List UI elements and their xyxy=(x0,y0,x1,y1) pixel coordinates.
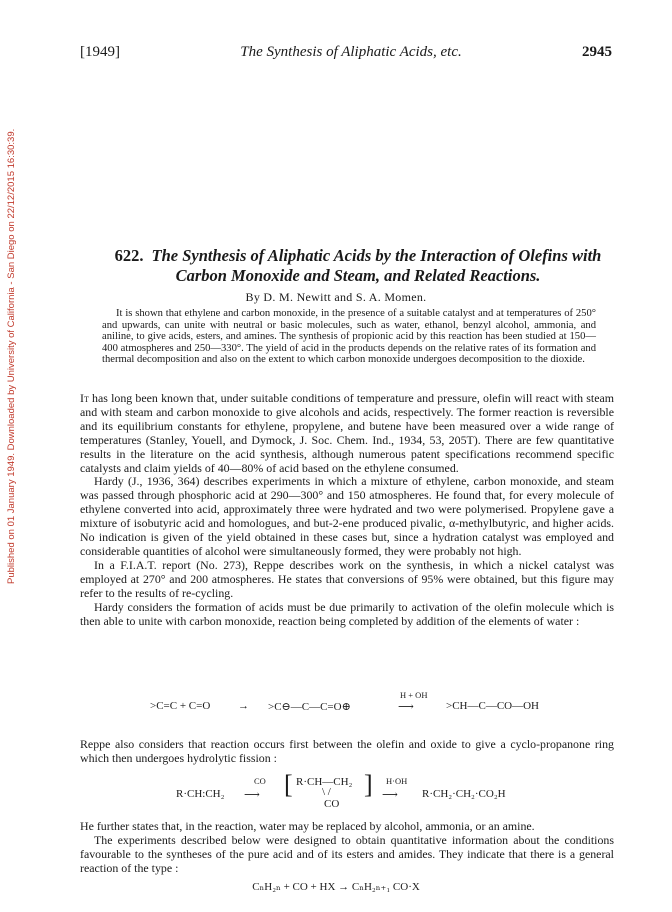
equation-1 xyxy=(150,690,570,722)
eq3-text: CₙH₂ₙ + CO + HX → CₙH₂ₙ₊₁ CO·X xyxy=(252,881,420,893)
eq2-arrow-2: ⟶ xyxy=(382,789,398,801)
eq1-left: >C=C + C=O xyxy=(150,700,211,712)
eq2-ring-co: CO xyxy=(324,798,340,810)
eq1-arrow: → xyxy=(238,700,249,712)
eq2-reagent-co: CO xyxy=(254,776,266,786)
eq2-ring-bonds: \ / xyxy=(322,786,331,798)
eq1-product: >CH—C—CO—OH xyxy=(446,700,539,712)
eq2-arrow-1: ⟶ xyxy=(244,789,260,801)
eq2-reagent-water: H·OH xyxy=(386,776,408,786)
equation-2 xyxy=(176,768,556,814)
body-text-middle xyxy=(80,738,614,766)
article-title: The Synthesis of Aliphatic Acids by the Interaction of Olefins with Carbon Monoxide and Steam, and Related Reactions. xyxy=(151,246,602,285)
eq2-bracket-left: [ xyxy=(284,770,293,799)
eq2-reactant: R·CH:CH₂ xyxy=(176,788,225,800)
article-number: 622. xyxy=(114,246,144,265)
paragraph-7: The experiments described below were designed to obtain quantitative information about the conditions favourable to the syntheses of the pure acid and of its esters and amides. They indicate that there is a general reaction of the type : xyxy=(80,832,614,875)
byline: By D. M. Newitt and S. A. Momen. xyxy=(245,290,427,304)
page-number: 2945 xyxy=(582,44,612,60)
eq1-reagent: H + OH xyxy=(400,690,428,700)
paragraph-4: Hardy considers the formation of acids must be due primarily to activation of the olefin molecule which is then able to unite with carbon monoxide, reaction being completed by addition of the elements of water : xyxy=(80,599,614,628)
year-label: [1949] xyxy=(80,44,120,60)
eq2-ring-top: R·CH—CH₂ xyxy=(296,776,353,788)
paragraph-1: It has long been known that, under suitable conditions of temperature and pressure, olefin will react with steam and with steam and carbon monoxide to give alcohols and acids, respectively. The former reaction is reversible and its equilibrium constants for ethylene, propylene, and butene have been measured over a wide range of temperatures (Stanley, Youell, and Dymock, J. Soc. Chem. Ind., 1934, 53, 205T). There are few quantitative results in the literature on the acid synthesis, although numerous patent specifications recommend specific catalysts and claim yields of 40—80% of acid based on the ethylene consumed. xyxy=(80,391,614,475)
body-text-upper xyxy=(80,392,614,628)
paragraph-6: He further states that, in the reaction, water may be replaced by alcohol, ammonia, or an amine. xyxy=(80,819,535,833)
eq2-product: R·CH₂·CH₂·CO₂H xyxy=(422,788,506,800)
article-title-block xyxy=(96,246,620,286)
paragraph-2: Hardy (J., 1936, 364) describes experiments in which a mixture of ethylene, carbon monoxide, and steam was passed through phosphoric acid at 290—300° and 150 atmospheres. He found that, for every molecule of ethylene converted into acid, approximately three were hydrated and two were polymerised. Propylene gave a mixture of isobutyric acid and homologues, and but-2-ene produced pivalic, α-methylbutyric, and higher acids. No indication is given of the yield obtained in these cases but, since a hydration catalyst was employed and considerable quantities of alcohol were simultaneously formed, they were probably not high. xyxy=(80,474,614,558)
eq1-arrow-2: ⟶ xyxy=(398,701,414,713)
body-text-lower xyxy=(80,820,614,876)
abstract: It is shown that ethylene and carbon monoxide, in the presence of a suitable catalyst and at temperatures of 250° and upwards, can unite with neutral or basic molecules, such as water, ethanol, benzyl alcohol, ammonia, and aniline, to give acids, esters, and amines. The synthesis of propionic acid by this reaction has been studied at 150—400 atmospheres and 250—330°. The yield of acid in the products depends on the relative rates of its formation and thermal decomposition and also on the extent to which carbon monoxide undergoes decomposition to the dioxide. xyxy=(102,308,596,366)
paragraph-5: Reppe also considers that reaction occurs first between the olefin and oxide to give a cyclo-propanone ring which then undergoes hydrolytic fission : xyxy=(80,737,614,765)
running-title: The Synthesis of Aliphatic Acids, etc. xyxy=(240,44,462,60)
eq1-intermediate: >C⊖—C—C=O⊕ xyxy=(268,701,351,713)
eq2-bracket-right: ] xyxy=(364,770,373,799)
dropcap: It xyxy=(80,391,89,405)
paragraph-3: In a F.I.A.T. report (No. 273), Reppe describes work on the synthesis, in which a nickel catalyst was employed at 270° and 200 atmospheres. He states that conversions of 95% were obtained, but this figure may refer to the results of re-cycling. xyxy=(80,557,614,600)
publication-sidebar-note: Published on 01 January 1949. Downloaded by University of California - San Diego on 22/12/2015 16:30:39. xyxy=(6,128,17,584)
equation-3 xyxy=(0,880,672,893)
running-header xyxy=(80,44,612,61)
